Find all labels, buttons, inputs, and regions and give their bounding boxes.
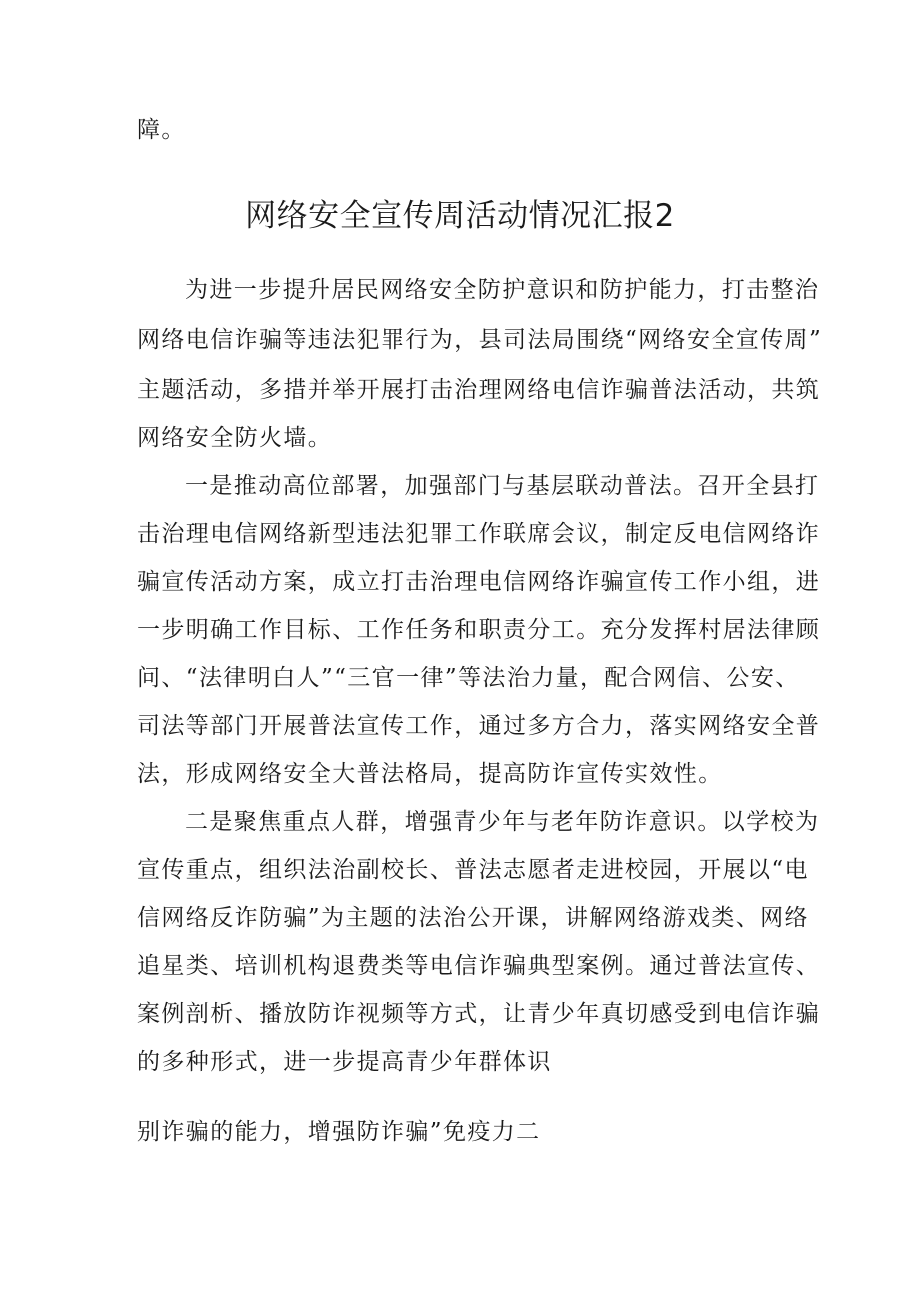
paragraph-line: 追星类、培训机构退费类等电信诈骗典型案例。通过普法宣传、 (137, 953, 821, 979)
paragraph-line: 司法等部门开展普法宣传工作，通过多方合力，落实网络安全普 (137, 713, 821, 739)
paragraph-line: 问、“法律明白人”“三官一律”等法治力量，配合网信、公安、 (137, 665, 800, 691)
paragraph-line: 信网络反诈防骗”为主题的法治公开课，讲解网络游戏类、网络 (137, 905, 809, 931)
paragraph-line: 一是推动高位部署，加强部门与基层联动普法。召开全县打 (185, 473, 820, 499)
paragraph-line: 一步明确工作目标、工作任务和职责分工。充分发挥村居法律顾 (137, 617, 821, 643)
paragraph-line: 网络电信诈骗等违法犯罪行为，县司法局围绕“网络安全宣传周” (137, 327, 823, 353)
paragraph-line: 案例剖析、播放防诈视频等方式，让青少年真切感受到电信诈骗 (137, 1001, 821, 1027)
paragraph-line: 宣传重点，组织法治副校长、普法志愿者走进校园，开展以“电 (137, 857, 809, 883)
paragraph-line: 主题活动，多措并举开展打击治理网络电信诈骗普法活动，共筑 (137, 377, 821, 403)
paragraph-line: 骗宣传活动方案，成立打击治理电信网络诈骗宣传工作小组，进 (137, 569, 821, 595)
paragraph-line: 为进一步提升居民网络安全防护意识和防护能力，打击整治 (185, 277, 820, 303)
bottom-fragment: 别诈骗的能力，增强防诈骗”免疫力二 (137, 1119, 541, 1145)
document-title: 网络安全宣传周活动情况汇报2 (245, 198, 675, 234)
top-fragment: 障。 (137, 117, 186, 143)
paragraph-line: 击治理电信网络新型违法犯罪工作联席会议，制定反电信网络诈 (137, 521, 821, 547)
paragraph-line: 法，形成网络安全大普法格局，提高防诈宣传实效性。 (137, 761, 723, 787)
paragraph-line: 二是聚焦重点人群，增强青少年与老年防诈意识。以学校为 (185, 809, 820, 835)
paragraph-line: 网络安全防火墙。 (137, 425, 333, 451)
paragraph-line: 的多种形式，进一步提高青少年群体识 (137, 1049, 552, 1075)
